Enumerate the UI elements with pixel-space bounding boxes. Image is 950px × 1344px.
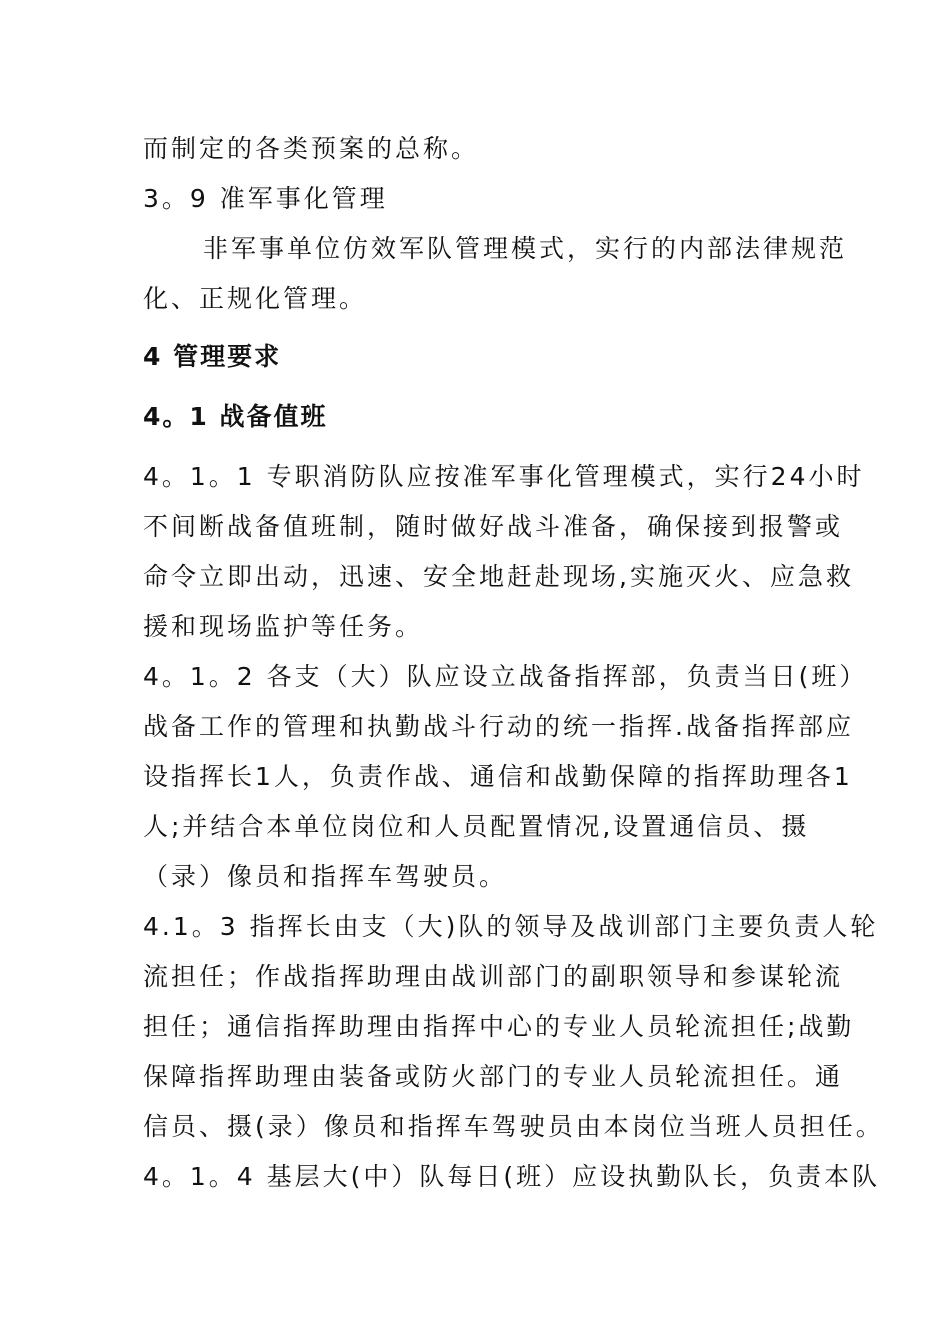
paragraph-line: 人;并结合本单位岗位和人员配置情况,设置通信员、摄 [143,812,810,841]
paragraph-line: 4。1。1 专职消防队应按准军事化管理模式，实行24小时 [143,462,865,491]
paragraph-line: 战备工作的管理和执勤战斗行动的统一指挥.战备指挥部应 [143,712,854,741]
paragraph-line: 不间断战备值班制，随时做好战斗准备，确保接到报警或 [143,512,844,541]
paragraph-line: 保障指挥助理由装备或防火部门的专业人员轮流担任。通 [143,1062,844,1091]
paragraph-line: 担任；通信指挥助理由指挥中心的专业人员轮流担任;战勤 [143,1012,855,1041]
paragraph-line: （录）像员和指挥车驾驶员。 [143,862,508,891]
paragraph-line: 流担任；作战指挥助理由战训部门的副职领导和参谋轮流 [143,962,844,991]
paragraph-line: 而制定的各类预案的总称。 [143,134,480,163]
paragraph-line: 4.1。3 指挥长由支（大)队的领导及战训部门主要负责人轮 [143,912,879,941]
paragraph-line: 非军事单位仿效军队管理模式，实行的内部法律规范 [203,234,848,263]
section-heading-4-1: 4。1 战备值班 [143,402,328,431]
paragraph-line: 援和现场监护等任务。 [143,612,424,641]
section-heading-3-9: 3。9 准军事化管理 [143,184,388,213]
paragraph-line: 命令立即出动，迅速、安全地赶赴现场,实施灭火、应急救 [143,562,854,591]
paragraph-line: 化、正规化管理。 [143,284,368,313]
paragraph-line: 4。1。4 基层大(中）队每日(班）应设执勤队长，负责本队 [143,1162,881,1191]
paragraph-line: 信员、摄(录）像员和指挥车驾驶员由本岗位当班人员担任。 [143,1112,884,1141]
section-heading-4: 4 管理要求 [143,342,282,371]
paragraph-line: 设指挥长1人，负责作战、通信和战勤保障的指挥助理各1 [143,762,853,791]
paragraph-line: 4。1。2 各支（大）队应设立战备指挥部，负责当日(班） [143,662,868,691]
